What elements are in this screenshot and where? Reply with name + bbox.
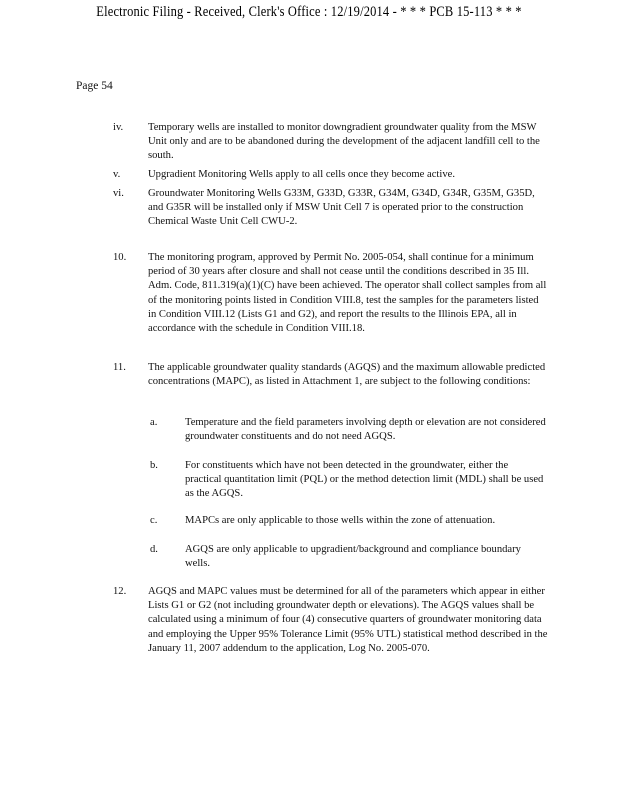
sub-label-b: b. — [150, 460, 158, 471]
section-text-11: The applicable groundwater quality standards (AGQS) and the maximum allowable predicted concentrations (MAPC), as listed in Attachment 1, are subject to the following conditions: — [148, 362, 546, 388]
item-label-v: v. — [113, 169, 121, 180]
sub-text-b: For constituents which have not been detected in the groundwater, either the practical quantitation limit (PQL) or the method detection limit (MDL) shall be used as the AGQS. — [185, 460, 544, 500]
sub-text-c: MAPCs are only applicable to those wells within the zone of attenuation. — [185, 515, 496, 526]
sub-label-c: c. — [150, 515, 158, 526]
section-label-10: 10. — [113, 252, 127, 263]
section-text-10: The monitoring program, approved by Permit No. 2005-054, shall continue for a minimum period of 30 years after closure and shall not cease until the conditions described in 35 Ill. Adm. Code, 811.319(a)(1)(C) have been achieved. The operator shall collect samples from all of the monitoring points listed in Condition VIII.8, test the samples for the parameters listed in Condition VIII.12 (Lists G1 and G2), and report the results to the Illinois EPA, all in accordance with the schedule in Condition VIII.18. — [148, 252, 547, 335]
section-label-11: 11. — [113, 362, 126, 373]
sub-text-a: Temperature and the field parameters involving depth or elevation are not considered groundwater constituents and do not need AGQS. — [185, 417, 546, 443]
item-text-vi: Groundwater Monitoring Wells G33M, G33D, G33R, G34M, G34D, G34R, G35M, G35D, and G35R will be installed only if MSW Unit Cell 7 is operated prior to the construction Chemical Waste Unit Cell CWU-2. — [148, 188, 535, 228]
item-label-vi: vi. — [113, 188, 124, 199]
sub-label-d: d. — [150, 544, 158, 555]
page-number: Page 54 — [76, 80, 113, 92]
item-text-v: Upgradient Monitoring Wells apply to all cells once they become active. — [148, 169, 455, 180]
section-label-12: 12. — [113, 586, 127, 597]
sub-text-d: AGQS are only applicable to upgradient/background and compliance boundary wells. — [185, 544, 521, 570]
item-label-iv: iv. — [113, 122, 124, 133]
section-text-12: AGQS and MAPC values must be determined for all of the parameters which appear in either Lists G1 or G2 (not including groundwater depth or elevations). The AGQS values shall be calculated using a minimum of four (4) consecutive quarters of groundwater monitoring data and employing the Upper 95% Tolerance Limit (95% UTL) statistical method described in the January 11, 2007 addendum to the application, Log No. 2005-070. — [148, 586, 548, 654]
filing-stamp-header: Electronic Filing - Received, Clerk's Office : 12/19/2014 - * * * PCB 15-113 * * * — [96, 4, 522, 20]
item-text-iv: Temporary wells are installed to monitor downgradient groundwater quality from the MSW Unit only and are to be abandoned during the development of the adjacent landfill cell to the south. — [148, 122, 540, 162]
sub-label-a: a. — [150, 417, 158, 428]
